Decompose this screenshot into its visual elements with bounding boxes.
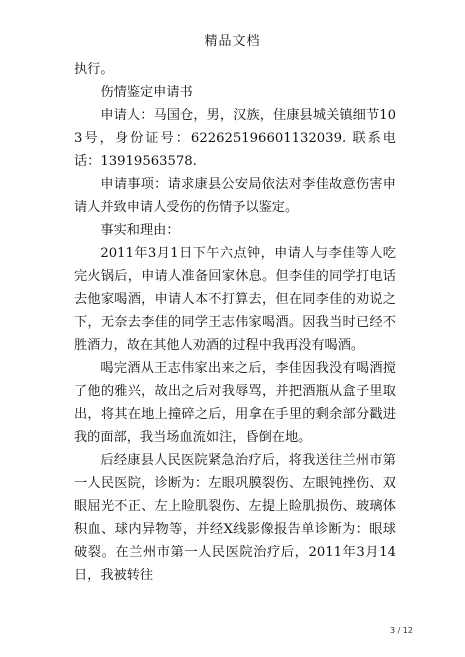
paragraph-2: 伤情鉴定申请书 xyxy=(100,85,193,100)
paragraph-3: 申请人：马国仓，男，汉族，住康县城关镇细节103号，身份证号：622625196601132039. 联系电话：13919563578. xyxy=(74,108,396,169)
paragraph-7: 喝完酒从王志伟家出来之后，李佳因我没有喝酒搅了他的雅兴，故出之后对我辱骂，并把酒瓶从盒子里取出，将其在地上撞碎之后，用拿在手里的剩余部分戳进我的面部，我当场血流如注，昏倒在地。 xyxy=(74,361,396,445)
paragraph-8: 后经康县人民医院紧急治疗后，将我送往兰州市第一人民医院，诊断为：左眼巩膜裂伤、左眼钝挫伤、双眼屈光不正、左上睑肌裂伤、左提上睑肌损伤、玻璃体积血、球内异物等，并经X线影像报告单诊断为：眼球破裂。在兰州市第一人民医院治疗后，2011年3月14日，我被转往 xyxy=(74,453,396,583)
page-header: 精品文档 xyxy=(204,34,261,49)
paragraph-5: 事实和理由： xyxy=(100,223,180,238)
paragraph-6: 2011年3月1日下午六点钟，申请人与李佳等人吃完火锅后，申请人准备回家休息。但李佳的同学打电话去他家喝酒，申请人本不打算去，但在同李佳的劝说之下，无奈去李佳的同学王志伟家喝酒。因我当时已经不胜酒力，故在其他人劝酒的过程中我再没有喝酒。 xyxy=(74,246,396,353)
document-body xyxy=(74,58,396,587)
paragraph-1: 执行。 xyxy=(74,62,114,77)
paragraph-4: 申请事项：请求康县公安局依法对李佳故意伤害申请人并致申请人受伤的伤情予以鉴定。 xyxy=(74,177,396,215)
page-number: 3 / 12 xyxy=(389,626,413,635)
